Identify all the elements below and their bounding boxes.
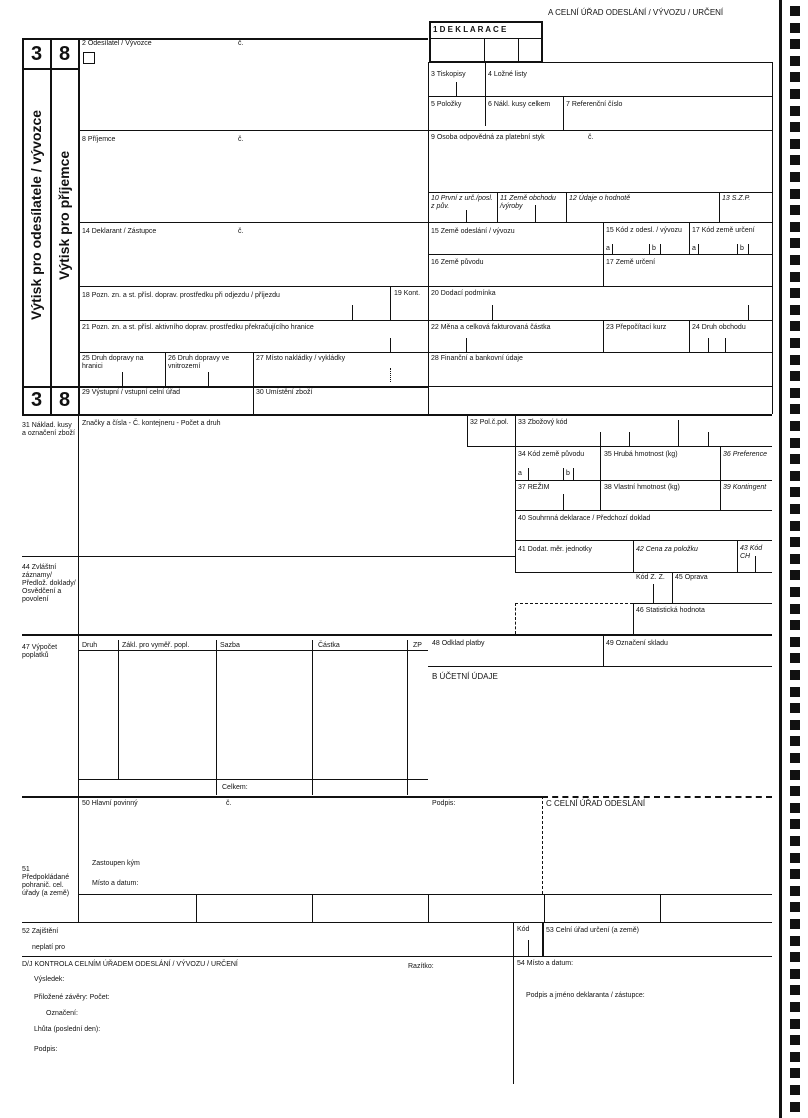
field-2-label: 2 Odesílatel / Vývozce (82, 40, 152, 47)
edge-mark (790, 836, 800, 846)
edge-mark (790, 338, 800, 348)
field-23-label: 23 Přepočítací kurz (606, 324, 667, 331)
edge-mark (790, 819, 800, 829)
edge-mark (790, 388, 800, 398)
f47-col-sazba: Sazba (220, 642, 240, 649)
edge-mark (790, 521, 800, 531)
field-31-description: Značky a čísla - Č. kontejneru - Počet a druh (82, 420, 221, 427)
edge-mark (790, 255, 800, 265)
edge-mark (790, 786, 800, 796)
field-54-signature: Podpis a jméno deklaranta / zástupce: (526, 992, 645, 999)
field-9-label: 9 Osoba odpovědná za platební styk (431, 134, 545, 141)
edge-mark (790, 1068, 800, 1078)
field-16-label: 16 Země původu (431, 259, 484, 266)
field-25-label: 25 Druh dopravy na hranici (82, 355, 144, 370)
stamp-label: Razítko: (408, 963, 434, 970)
field-19-label: 19 Kont. (394, 290, 421, 297)
control-deadline: Lhůta (poslední den): (34, 1026, 101, 1033)
field-10-label: 10 První z urč./posl. z pův. (431, 195, 493, 210)
field-30-label: 30 Umístění zboží (256, 389, 313, 396)
field-35-label: 35 Hrubá hmotnost (kg) (604, 451, 678, 458)
control-signature: Podpis: (34, 1046, 58, 1053)
edge-mark (790, 421, 800, 431)
edge-mark (790, 56, 800, 66)
field-48-label: 48 Odklad platby (432, 640, 485, 647)
section-a-label: A CELNÍ ÚŘAD ODESLÁNÍ / VÝVOZU / URČENÍ (548, 8, 724, 17)
f47-col-castka: Částka (318, 642, 340, 649)
edge-mark (790, 288, 800, 298)
edge-mark (790, 6, 800, 16)
field-31-label: 31 Náklad. kusy a označení zboží (22, 422, 75, 437)
field-37-label: 37 REŽIM (518, 484, 550, 491)
edge-mark (790, 620, 800, 630)
field-18-label: 18 Pozn. zn. a st. přísl. doprav. prostředku při odjezdu / příjezdu (82, 292, 280, 299)
field-15-b: b (652, 245, 656, 252)
field-50-representative: Zastoupen kým (92, 860, 140, 867)
field-50-label: 50 Hlavní povinný (82, 800, 138, 807)
field-17ab-label: 17 Kód země určení (692, 227, 755, 234)
field-13-label: 13 S.Z.P. (722, 195, 751, 202)
edge-mark (790, 189, 800, 199)
edge-mark (790, 637, 800, 647)
edge-mark (790, 504, 800, 514)
field-28-label: 28 Finanční a bankovní údaje (431, 355, 523, 362)
edge-mark (790, 604, 800, 614)
field-50-sign: Podpis: (432, 800, 456, 807)
edge-mark (790, 155, 800, 165)
f47-col-druh: Druh (82, 642, 98, 649)
field-8-label: 8 Příjemce (82, 136, 116, 143)
section-b-label: B ÚČETNÍ ÚDAJE (432, 672, 498, 681)
field-47-label: 47 Výpočet poplatků (22, 644, 58, 659)
field-14-label: 14 Deklarant / Zástupce (82, 228, 157, 235)
edge-mark (790, 321, 800, 331)
edge-mark (790, 1052, 800, 1062)
field-9-number: č. (588, 134, 594, 141)
copy-number-right-bottom: 8 (58, 389, 71, 411)
edge-mark (790, 122, 800, 132)
edge-mark (790, 371, 800, 381)
control-seals: Přiložené závěry: Počet: (34, 994, 110, 1001)
vertical-copy-label-2: Výtisk pro příjemce (56, 150, 72, 280)
field-46-label: 46 Statistická hodnota (636, 607, 705, 614)
edge-mark (790, 869, 800, 879)
field-34-a: a (518, 470, 522, 477)
field-20-label: 20 Dodací podmínka (431, 290, 496, 297)
edge-mark (790, 587, 800, 597)
field-50-place-date: Místo a datum: (92, 880, 139, 887)
edge-mark (790, 886, 800, 896)
field-32-label: 32 Pol.č.pol. (470, 419, 509, 426)
field-33-label: 33 Zbožový kód (518, 419, 568, 426)
section-d-label: D/J KONTROLA CELNÍM ÚŘADEM ODESLÁNÍ / VÝVOZU / URČENÍ (22, 961, 238, 968)
field-3-label: 3 Tiskopisy (431, 71, 466, 78)
field-5-label: 5 Položky (431, 101, 462, 108)
edge-mark (790, 853, 800, 863)
field-11-label: 11 Země obchodu /výroby (500, 195, 556, 210)
edge-mark (790, 554, 800, 564)
field-17-a: a (692, 245, 696, 252)
edge-mark (790, 803, 800, 813)
field-29-label: 29 Výstupní / vstupní celní úřad (82, 389, 181, 396)
edge-mark (790, 687, 800, 697)
f47-total-label: Celkem: (222, 784, 248, 791)
edge-mark (790, 205, 800, 215)
field-17-label: 17 Země určení (606, 259, 656, 266)
field-52-valid: neplatí pro (32, 944, 66, 951)
f47-col-zp: ZP (413, 642, 422, 649)
edge-mark (790, 1085, 800, 1095)
control-result: Výsledek: (34, 976, 65, 983)
field-15ab-label: 15 Kód z odesl. / vývozu (606, 227, 682, 234)
field-17-b: b (740, 245, 744, 252)
vertical-copy-label-1: Výtisk pro odesílatele / vývozce (28, 109, 44, 320)
field-21-label: 21 Pozn. zn. a st. přísl. aktivního doprav. prostředku překračujícího hranice (82, 324, 314, 331)
edge-mark (790, 404, 800, 414)
field-51-label: 51 Předpokládané pohranič. cel. úřady (a země) (22, 866, 70, 897)
edge-mark (790, 39, 800, 49)
field-4-label: 4 Ložné listy (488, 71, 527, 78)
edge-mark (790, 222, 800, 232)
kod-label: Kód (517, 926, 530, 933)
field-2-number: č. (238, 40, 244, 47)
edge-mark (790, 670, 800, 680)
kod-zz-label: Kód Z. Z. (636, 574, 665, 581)
edge-mark (790, 902, 800, 912)
edge-mark (790, 753, 800, 763)
edge-mark (790, 106, 800, 116)
field-43-label: 43 Kód CH (740, 545, 763, 560)
edge-mark (790, 985, 800, 995)
field-8-number: č. (238, 136, 244, 143)
copy-number-right-top: 8 (58, 43, 71, 65)
control-mark: Označení: (46, 1010, 78, 1017)
field-52-label: 52 Zajištění (22, 928, 59, 935)
edge-mark (790, 936, 800, 946)
edge-mark (790, 952, 800, 962)
field-40-label: 40 Souhrnná deklarace / Předchozí doklad (518, 515, 651, 522)
section-c-label: C CELNÍ ÚŘAD ODESLÁNÍ (546, 799, 646, 808)
field-27-label: 27 Místo nakládky / vykládky (256, 355, 346, 362)
edge-mark (790, 72, 800, 82)
edge-mark (790, 355, 800, 365)
edge-mark (790, 919, 800, 929)
deklarace-label: 1 D E K L A R A C E (433, 25, 507, 34)
edge-mark (790, 305, 800, 315)
f47-col-zaklad: Zákl. pro vyměř. popl. (122, 642, 190, 649)
field-36-label: 36 Preference (723, 451, 767, 458)
field-42-label: 42 Cena za položku (636, 546, 698, 553)
field-34-label: 34 Kód země původu (518, 451, 585, 458)
copy-number-left-top: 3 (30, 43, 43, 65)
field-44-label: 44 Zvláštní záznamy/ Předlož. doklady/ Osvědčení a povolení (22, 564, 76, 603)
field-26-label: 26 Druh dopravy ve vnitrozemí (168, 355, 230, 370)
edge-mark (790, 139, 800, 149)
edge-mark (790, 1019, 800, 1029)
field-49-label: 49 Označení skladu (606, 640, 668, 647)
field-2-checkbox[interactable] (83, 52, 95, 64)
edge-mark (790, 537, 800, 547)
edge-mark (790, 720, 800, 730)
edge-mark (790, 238, 800, 248)
edge-mark (790, 770, 800, 780)
edge-mark (790, 89, 800, 99)
field-38-label: 38 Vlastní hmotnost (kg) (604, 484, 680, 491)
edge-mark (790, 1035, 800, 1045)
edge-mark (790, 438, 800, 448)
field-15-a: a (606, 245, 610, 252)
edge-mark (790, 471, 800, 481)
field-41-label: 41 Dodat. měr. jednotky (518, 546, 592, 553)
edge-mark (790, 703, 800, 713)
edge-mark (790, 736, 800, 746)
field-24-label: 24 Druh obchodu (692, 324, 746, 331)
copy-number-left-bottom: 3 (30, 389, 43, 411)
edge-mark (790, 172, 800, 182)
field-39-label: 39 Kontingent (723, 484, 767, 491)
field-6-label: 6 Nákl. kusy celkem (488, 101, 551, 108)
edge-mark (790, 570, 800, 580)
field-7-label: 7 Referenční číslo (566, 101, 623, 108)
edge-mark (790, 1102, 800, 1112)
field-15-label: 15 Země odeslání / vývozu (431, 228, 515, 235)
edge-mark (790, 23, 800, 33)
field-50-number: č. (226, 800, 232, 807)
field-45-label: 45 Oprava (675, 574, 708, 581)
field-53-label: 53 Celní úřad určení (a země) (546, 927, 639, 934)
field-34-b: b (566, 470, 570, 477)
field-22-label: 22 Měna a celková fakturovaná částka (431, 324, 551, 331)
edge-mark (790, 487, 800, 497)
edge-mark (790, 454, 800, 464)
field-14-number: č. (238, 228, 244, 235)
edge-mark (790, 653, 800, 663)
edge-mark (790, 272, 800, 282)
perforation-line (779, 0, 782, 1118)
field-54-label: 54 Místo a datum: (517, 960, 574, 967)
edge-mark (790, 969, 800, 979)
field-12-label: 12 Údaje o hodnotě (569, 195, 631, 202)
edge-mark (790, 1002, 800, 1012)
